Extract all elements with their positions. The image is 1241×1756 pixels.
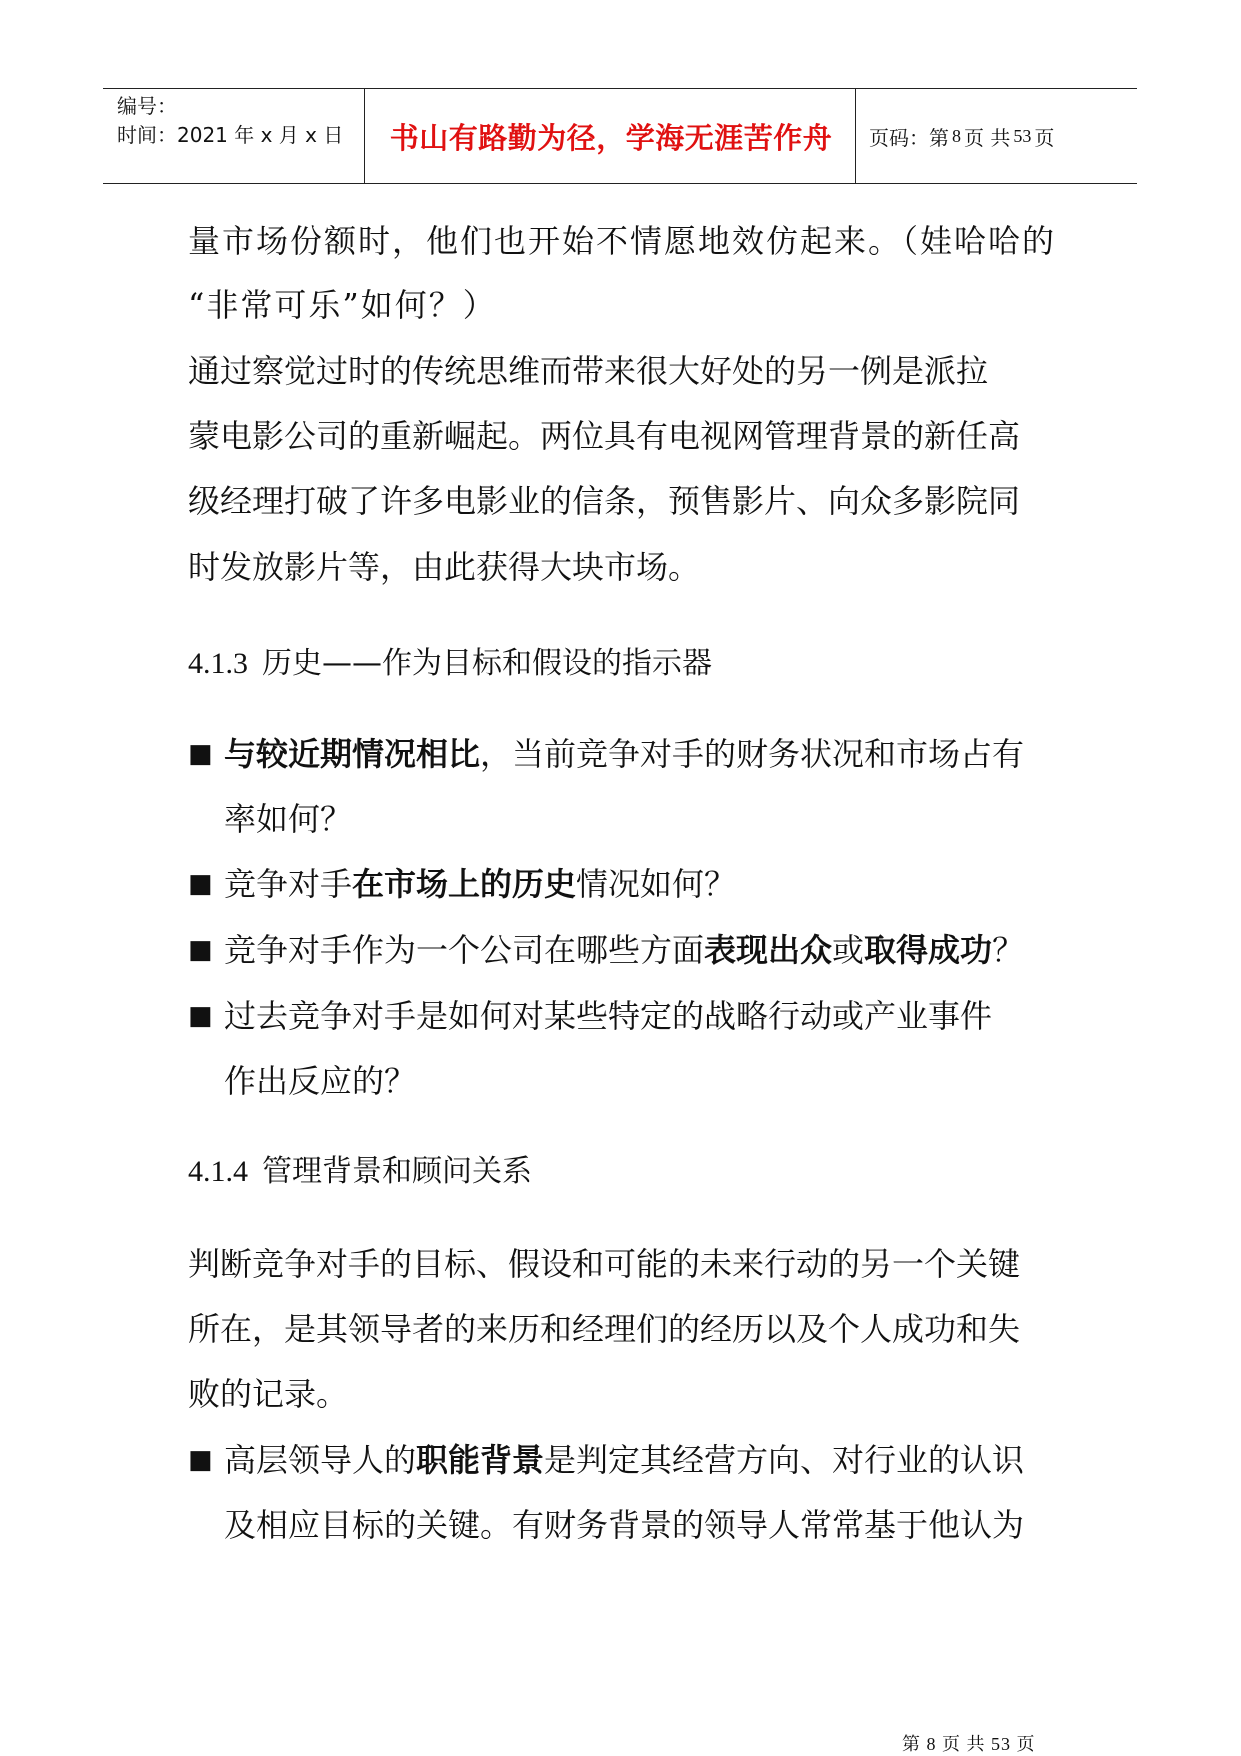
header-page-suffix: 页	[1034, 125, 1055, 150]
paragraph-line: 通过察觉过时的传统思维而带来很大好处的另一例是派拉	[188, 352, 989, 390]
section-title: 管理背景和顾问关系	[262, 1154, 532, 1189]
header-time-label: 时间：2021 年 x 月 x 日	[117, 123, 344, 147]
page-footer: 第 8 页 共 53 页	[902, 1734, 1036, 1754]
bullet-item-line	[224, 734, 1024, 774]
bullet-item-line	[224, 1440, 1024, 1480]
section-number: 4.1.4	[188, 1155, 248, 1188]
bullet-item-line	[224, 864, 736, 904]
emphasis-text: 与较近期情况相比	[224, 735, 481, 773]
bullet-text: 高层领导人的	[224, 1441, 417, 1479]
header-meta	[103, 89, 365, 183]
bullet-icon: ■	[188, 739, 213, 769]
header-page-number: 8	[952, 125, 961, 146]
emphasis-text: 取得成功	[864, 931, 993, 969]
header-page-total: 53	[1013, 125, 1032, 146]
bullet-icon: ■	[188, 935, 213, 965]
emphasis-text: 表现出众	[704, 931, 833, 969]
paragraph-line: 判断竞争对手的目标、假设和可能的未来行动的另一个关键	[188, 1245, 1021, 1283]
section-title: 历史——作为目标和假设的指示器	[262, 646, 712, 681]
bullet-item-line	[224, 930, 1024, 970]
bullet-text: 情况如何？	[576, 865, 737, 903]
header-page-indicator	[857, 89, 1137, 183]
paragraph-line: “非常可乐”如何？）	[188, 286, 497, 324]
section-number: 4.1.3	[188, 647, 248, 680]
bullet-icon: ■	[188, 1445, 213, 1475]
paragraph-line: 量市场份额时，他们也开始不情愿地效仿起来。（娃哈哈的	[188, 222, 1057, 260]
bullet-item-line: 作出反应的？	[224, 1062, 417, 1100]
bullet-text: 竞争对手作为一个公司在哪些方面	[224, 931, 705, 969]
bullet-text: ，当前竞争对手的财务状况和市场占有	[480, 735, 1025, 773]
emphasis-text: 职能背景	[416, 1441, 545, 1479]
page-header	[103, 88, 1137, 184]
paragraph-line: 时发放影片等，由此获得大块市场。	[188, 548, 701, 586]
header-motto: 书山有路勤为径，学海无涯苦作舟	[367, 89, 856, 183]
emphasis-text: 在市场上的历史	[352, 865, 577, 903]
bullet-text: ？	[992, 931, 1025, 969]
bullet-text: 或	[832, 931, 865, 969]
bullet-icon: ■	[188, 869, 213, 899]
paragraph-line: 级经理打破了许多电影业的信条，预售影片、向众多影院同	[188, 482, 1021, 520]
header-page-prefix: 页码：第	[869, 125, 949, 150]
bullet-item-line: 过去竞争对手是如何对某些特定的战略行动或产业事件	[224, 997, 993, 1035]
section-heading-4-1-4	[188, 1152, 532, 1192]
bullet-text: 竞争对手	[224, 865, 353, 903]
bullet-text: 是判定其经营方向、对行业的认识	[544, 1441, 1025, 1479]
bullet-item-line: 率如何？	[224, 800, 353, 838]
bullet-item-line: 及相应目标的关键。有财务背景的领导人常常基于他认为	[224, 1506, 1025, 1544]
section-heading-4-1-3	[188, 644, 712, 684]
paragraph-line: 蒙电影公司的重新崛起。两位具有电视网管理背景的新任高	[188, 417, 1021, 455]
paragraph-line: 所在，是其领导者的来历和经理们的经历以及个人成功和失	[188, 1310, 1021, 1348]
paragraph-line: 败的记录。	[188, 1375, 349, 1413]
header-page-mid: 页 共	[964, 125, 1011, 150]
bullet-icon: ■	[188, 1001, 213, 1031]
header-number-label: 编号：	[117, 94, 177, 118]
